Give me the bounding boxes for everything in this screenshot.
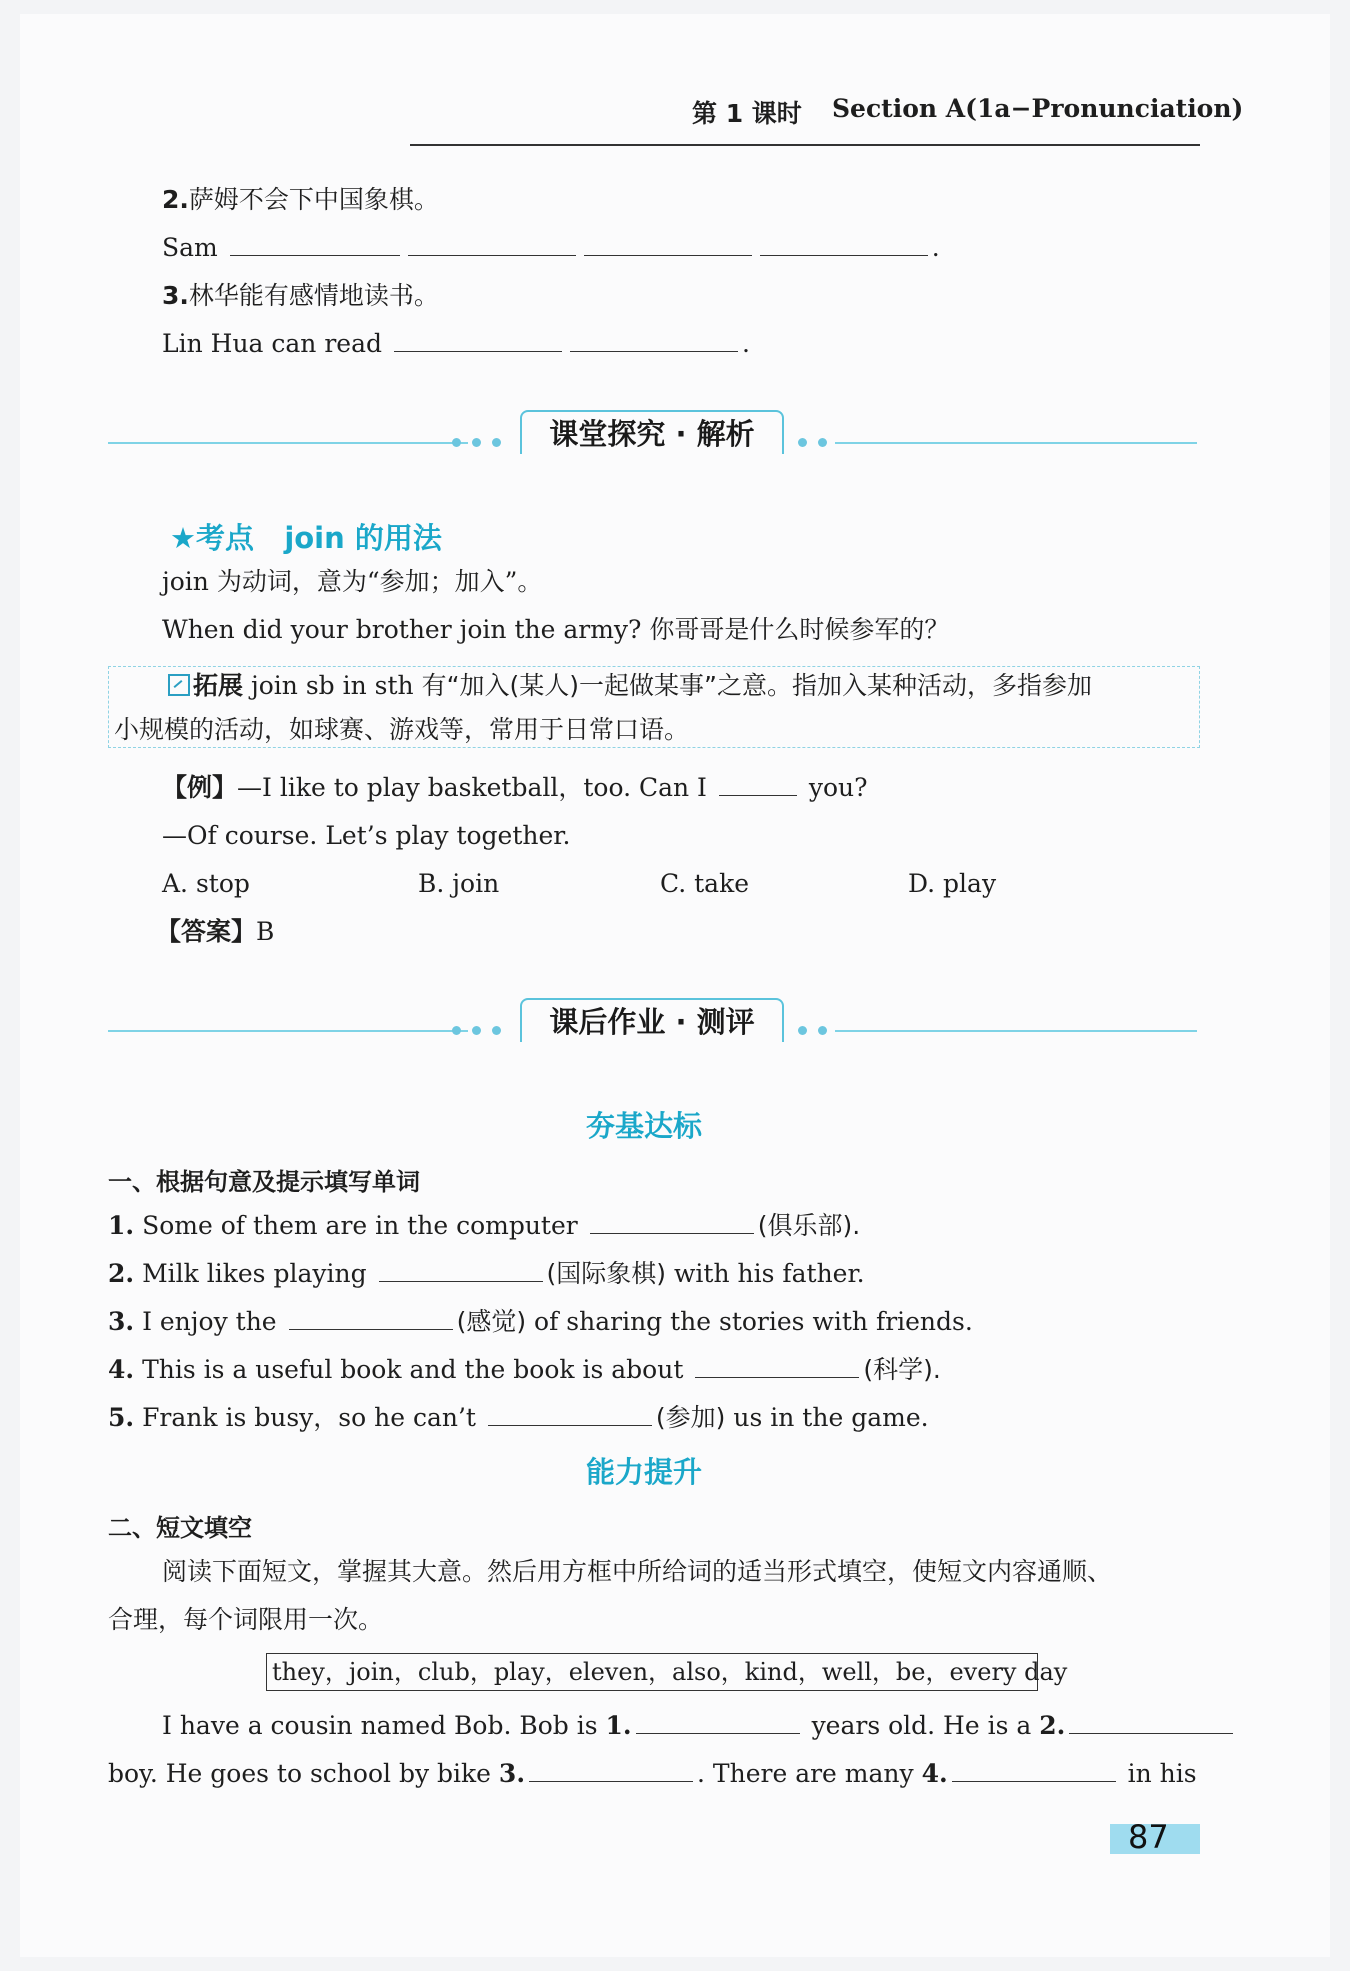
extension-text: 有“加入(某人)一起做某事”之意。指加入某种活动，多指参加 <box>421 671 1092 700</box>
section-divider-left <box>108 1030 468 1032</box>
section-title-classroom: 课堂探究 · 解析 <box>520 410 784 454</box>
example-q1a: —I like to play basketball，too. Can I <box>237 773 707 802</box>
fill-item-number: 1. <box>108 1211 135 1240</box>
answer-blank[interactable] <box>488 1401 652 1426</box>
item-3-number: 3. <box>162 281 189 310</box>
fill-item-number: 2. <box>108 1259 135 1288</box>
keypoint-topic: join 的用法 <box>284 521 442 555</box>
item-2-end: . <box>931 233 940 262</box>
answer-blank[interactable] <box>952 1757 1116 1782</box>
answer-blank[interactable] <box>408 231 576 256</box>
part-two-title: 二、短文填空 <box>108 1514 252 1542</box>
fill-item-text: I enjoy the <box>142 1307 277 1336</box>
fill-item-text: Some of them are in the computer <box>142 1211 578 1240</box>
star-icon: ★ <box>170 521 196 555</box>
answer-blank[interactable] <box>379 1257 543 1282</box>
word-box-words: they，join，club，play，eleven，also，kind，well，be，every day <box>272 1658 1068 1686</box>
example-question <box>162 770 868 806</box>
divider-dot <box>492 438 501 447</box>
option-a: A. stop <box>162 869 250 898</box>
extension-line-1 <box>168 668 1092 704</box>
passage-text: . There are many <box>697 1759 914 1788</box>
passage-line-1 <box>162 1708 1237 1744</box>
answer-blank[interactable] <box>230 231 400 256</box>
item-2-number: 2. <box>162 185 189 214</box>
fill-item-number: 3. <box>108 1307 135 1336</box>
divider-dot <box>472 1026 481 1035</box>
fill-item-3 <box>108 1304 973 1340</box>
answer-blank[interactable] <box>584 231 752 256</box>
part-one-title: 一、根据句意及提示填写单词 <box>108 1168 420 1196</box>
divider-dot <box>492 1026 501 1035</box>
section-divider-left <box>108 442 468 444</box>
keypoint-example <box>162 612 949 648</box>
basic-title: 夯基达标 <box>586 1109 703 1143</box>
example-reply: —Of course. Let’s play together. <box>162 821 571 850</box>
fill-item-hint: (感觉) <box>456 1307 527 1336</box>
item-3-end: . <box>741 329 750 358</box>
passage-line-2 <box>108 1756 1197 1792</box>
divider-dot <box>818 1026 827 1035</box>
extension-icon <box>168 674 190 696</box>
answer-blank[interactable] <box>394 327 562 352</box>
answer-tag: 【答案】 <box>156 917 257 946</box>
fill-item-text: Frank is busy，so he can’t <box>142 1403 476 1432</box>
advanced-title: 能力提升 <box>586 1455 703 1489</box>
divider-dot <box>798 1026 807 1035</box>
fill-item-number: 5. <box>108 1403 135 1432</box>
answer-blank[interactable] <box>289 1305 453 1330</box>
item-2-prefix: Sam <box>162 233 218 262</box>
extension-phrase: join sb in sth <box>250 671 414 700</box>
option-c: C. take <box>660 869 750 898</box>
section-divider-right <box>835 1030 1197 1032</box>
answer-line <box>156 914 274 950</box>
fill-item-1 <box>108 1208 860 1244</box>
fill-item-text-after: of sharing the stories with friends. <box>534 1307 973 1336</box>
item-2-answer-line <box>162 230 940 266</box>
extension-label: 拓展 <box>193 671 244 700</box>
answer-blank[interactable] <box>760 231 928 256</box>
example-english: When did your brother join the army? <box>162 615 642 644</box>
item-2-text: 萨姆不会下中国象棋。 <box>188 185 439 214</box>
option-b: B. join <box>418 869 500 898</box>
instruction-line-1: 阅读下面短文，掌握其大意。然后用方框中所给词的适当形式填空，使短文内容通顺、 <box>162 1557 1113 1586</box>
example-chinese: 你哥哥是什么时候参军的？ <box>649 615 950 644</box>
fill-item-text-after: us in the game. <box>733 1403 929 1432</box>
section-divider-right <box>835 442 1197 444</box>
fill-item-text-after: with his father. <box>674 1259 865 1288</box>
fill-item-4 <box>108 1352 941 1388</box>
passage-text: years old. He is a <box>811 1711 1032 1740</box>
blank-number: 3. <box>498 1759 526 1788</box>
divider-dot <box>452 1026 461 1035</box>
fill-item-5 <box>108 1400 929 1436</box>
divider-dot <box>818 438 827 447</box>
divider-dot <box>798 438 807 447</box>
fill-item-text: This is a useful book and the book is about <box>142 1355 684 1384</box>
divider-dot <box>472 438 481 447</box>
example-q1b: you? <box>808 773 868 802</box>
blank-number: 1. <box>605 1711 632 1740</box>
fill-item-hint: (参加) <box>655 1403 726 1432</box>
blank-number: 2. <box>1039 1711 1066 1740</box>
page-number-tab <box>1110 1818 1200 1856</box>
answer-blank[interactable] <box>529 1757 693 1782</box>
instruction-line-2: 合理，每个词限用一次。 <box>108 1605 384 1634</box>
answer-value: B <box>256 917 275 946</box>
passage-text: boy. He goes to school by bike <box>108 1759 491 1788</box>
fill-item-hint: (科学). <box>863 1355 941 1384</box>
keypoint-heading <box>170 516 442 557</box>
blank-number: 4. <box>921 1759 948 1788</box>
header-rule <box>410 144 1200 146</box>
fill-item-text: Milk likes playing <box>142 1259 367 1288</box>
answer-blank[interactable] <box>719 771 797 796</box>
page-number: 87 <box>1128 1818 1169 1856</box>
example-tag: 【例】 <box>162 773 238 802</box>
answer-blank[interactable] <box>636 1709 800 1734</box>
extension-line-2: 小规模的活动，如球赛、游戏等，常用于日常口语。 <box>114 715 690 744</box>
divider-dot <box>452 438 461 447</box>
item-3-chinese <box>162 278 439 314</box>
fill-item-hint: (俱乐部). <box>757 1211 861 1240</box>
passage-text: in his <box>1127 1759 1197 1788</box>
item-3-prefix: Lin Hua can read <box>162 329 383 358</box>
fill-item-2 <box>108 1256 865 1292</box>
answer-blank[interactable] <box>1069 1709 1233 1734</box>
keypoint-definition: join 为动词，意为“参加；加入”。 <box>162 567 543 596</box>
section-label: Section A(1a−Pronunciation) <box>832 94 1244 123</box>
lesson-label: 第 1 课时 <box>692 99 802 128</box>
option-d: D. play <box>908 869 997 898</box>
answer-blank[interactable] <box>695 1353 859 1378</box>
item-3-text: 林华能有感情地读书。 <box>188 281 439 310</box>
item-3-answer-line <box>162 326 750 362</box>
section-title-homework: 课后作业 · 测评 <box>520 998 784 1042</box>
answer-blank[interactable] <box>590 1209 754 1234</box>
item-2-chinese <box>162 182 439 218</box>
fill-item-hint: (国际象棋) <box>546 1259 667 1288</box>
fill-item-number: 4. <box>108 1355 135 1384</box>
keypoint-label: 考点 <box>196 521 255 555</box>
passage-text: I have a cousin named Bob. Bob is <box>162 1711 598 1740</box>
answer-blank[interactable] <box>570 327 738 352</box>
